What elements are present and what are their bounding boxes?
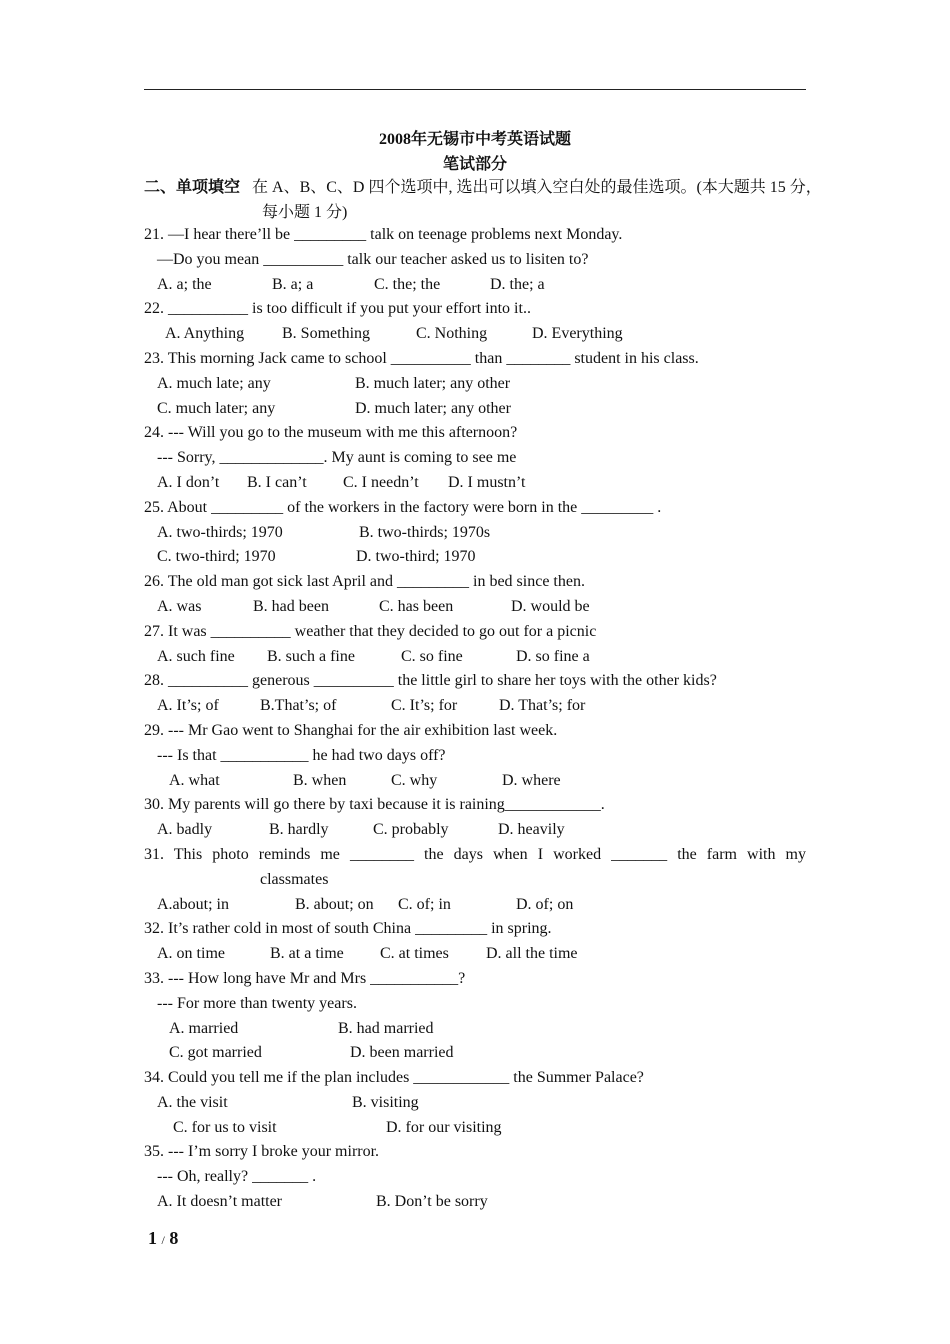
option-a: A. married (169, 1019, 239, 1037)
question-stem: 23. This morning Jack came to school __________ than ________ student in his class. (144, 349, 699, 367)
option-d: D. much later; any other (355, 399, 511, 417)
option-a: A. on time (157, 945, 225, 963)
option-c: C. of; in (398, 895, 451, 913)
option-a: A. the visit (157, 1093, 228, 1111)
option-a: A. two-thirds; 1970 (157, 523, 283, 541)
options-row (144, 1017, 806, 1042)
question-stem: 31. This photo reminds me ________ the days when I worked _______ the farm with my (144, 845, 806, 863)
option-d: D. heavily (498, 821, 565, 839)
question-stem: 21. —I hear there’ll be _________ talk on teenage problems next Monday. (144, 226, 623, 243)
option-a: A.about; in (157, 895, 229, 913)
option-b: B. at a time (270, 945, 344, 963)
question-stem-cont: --- Sorry, _____________. My aunt is coming to see me (157, 449, 517, 467)
option-d: D. two-third; 1970 (356, 548, 476, 566)
option-d: D. would be (511, 597, 590, 615)
option-c: C. much later; any (157, 399, 276, 417)
question-stem: 27. It was __________ weather that they decided to go out for a picnic (144, 622, 597, 640)
option-a: A. badly (157, 821, 213, 839)
options-row (144, 769, 806, 794)
header-rule (144, 89, 806, 90)
section-label: 二、单项填空 (144, 179, 241, 196)
options-row (144, 1091, 806, 1116)
option-a: A. what (169, 771, 220, 789)
option-d: D. That’s; for (499, 697, 586, 715)
option-b: B. Don’t be sorry (376, 1193, 488, 1211)
option-c: C. at times (380, 945, 449, 963)
option-a: A. I don’t (157, 473, 220, 491)
question-stem: 25. About _________ of the workers in the factory were born in the _________ . (144, 498, 662, 516)
option-b: B. visiting (352, 1093, 419, 1111)
option-d: D. all the time (486, 945, 578, 963)
option-b: B. much later; any other (355, 374, 511, 392)
option-c: C. Nothing (416, 325, 488, 343)
option-b: B. hardly (269, 821, 329, 839)
options-row (144, 1116, 806, 1141)
options-row (144, 595, 806, 620)
option-b: B. I can’t (247, 473, 307, 491)
option-b: B. Something (282, 325, 371, 343)
option-b: B. when (293, 771, 347, 789)
question-stem-cont: —Do you mean __________ talk our teacher asked us to lisiten to? (157, 250, 589, 268)
question-stem: 35. --- I’m sorry I broke your mirror. (144, 1143, 380, 1161)
options-row (144, 545, 806, 570)
option-b: B.That’s; of (260, 697, 337, 715)
option-a: A. It doesn’t matter (157, 1193, 283, 1211)
question-stem-cont: --- Oh, really? _______ . (157, 1168, 317, 1186)
option-c: C. It’s; for (391, 697, 458, 715)
current-page: 1 (148, 1228, 157, 1248)
option-d: D. Everything (532, 325, 623, 343)
exam-title: 2008年无锡市中考英语试题 (378, 131, 571, 148)
options-row (144, 1190, 806, 1215)
options-row (144, 818, 806, 843)
option-b: B. such a fine (267, 647, 355, 665)
question-stem-cont: --- Is that ___________ he had two days off? (157, 746, 446, 764)
options-row (144, 645, 806, 670)
question-stem-cont: classmates (260, 870, 329, 888)
question-stem: 24. --- Will you go to the museum with me this afternoon? (144, 424, 518, 442)
option-d: D. for our visiting (386, 1118, 502, 1136)
options-row (144, 694, 806, 719)
question-stem: 28. __________ generous __________ the little girl to share her toys with the other kids? (144, 672, 717, 690)
option-c: C. the; the (374, 275, 441, 293)
option-c: C. I needn’t (343, 473, 419, 491)
question-stem: 32. It’s rather cold in most of south China _________ in spring. (144, 920, 552, 938)
options-row (144, 397, 806, 422)
total-pages: 8 (169, 1228, 179, 1248)
option-d: D. so fine a (516, 647, 590, 665)
options-row (144, 273, 806, 298)
options-row (144, 322, 806, 347)
option-c: C. for us to visit (173, 1118, 277, 1136)
options-row (144, 372, 806, 397)
option-d: D. where (502, 771, 561, 789)
section-heading (144, 175, 824, 225)
option-b: B. had been (253, 597, 329, 615)
question-stem: 22. __________ is too difficult if you put your effort into it.. (144, 300, 531, 318)
options-row (144, 521, 806, 546)
option-a: A. was (157, 597, 202, 615)
option-a: A. much late; any (157, 374, 271, 392)
page-number (148, 1228, 178, 1249)
options-row (144, 942, 806, 967)
exam-subtitle: 笔试部分 (442, 156, 507, 173)
option-a: A. It’s; of (157, 697, 219, 715)
options-row (144, 1041, 806, 1066)
question-stem: 34. Could you tell me if the plan includes ____________ the Summer Palace? (144, 1069, 644, 1087)
question-stem: 30. My parents will go there by taxi because it is raining____________. (144, 796, 605, 814)
option-a: A. such fine (157, 647, 235, 665)
options-row (144, 893, 806, 918)
option-b: B. two-thirds; 1970s (359, 523, 491, 541)
question-stem: 26. The old man got sick last April and _________ in bed since then. (144, 573, 585, 591)
question-stem-cont: --- For more than twenty years. (157, 994, 357, 1012)
option-d: D. I mustn’t (448, 473, 526, 491)
section-instruction-cont: 每小题 1 分) (262, 204, 348, 221)
question-stem: 33. --- How long have Mr and Mrs ___________? (144, 969, 466, 987)
option-c: C. two-third; 1970 (157, 548, 276, 566)
option-b: B. about; on (295, 895, 374, 913)
options-row (144, 471, 806, 496)
section-instruction: 在 A、B、C、D 四个选项中, 选出可以填入空白处的最佳选项。(本大题共 15 分， (252, 179, 822, 196)
question-stem: 29. --- Mr Gao went to Shanghai for the air exhibition last week. (144, 721, 558, 739)
option-a: A. a; the (157, 275, 212, 293)
option-b: B. a; a (272, 275, 314, 293)
option-d: D. been married (350, 1044, 454, 1062)
option-c: C. so fine (401, 647, 463, 665)
option-c: C. probably (373, 821, 449, 839)
option-b: B. had married (338, 1019, 434, 1037)
page-separator: / (161, 1233, 165, 1247)
option-d: D. of; on (516, 895, 574, 913)
question-list (144, 223, 806, 1215)
option-c: C. why (391, 771, 438, 789)
option-c: C. has been (379, 597, 454, 615)
option-d: D. the; a (490, 275, 545, 293)
option-c: C. got married (169, 1044, 262, 1062)
option-a: A. Anything (165, 325, 245, 343)
